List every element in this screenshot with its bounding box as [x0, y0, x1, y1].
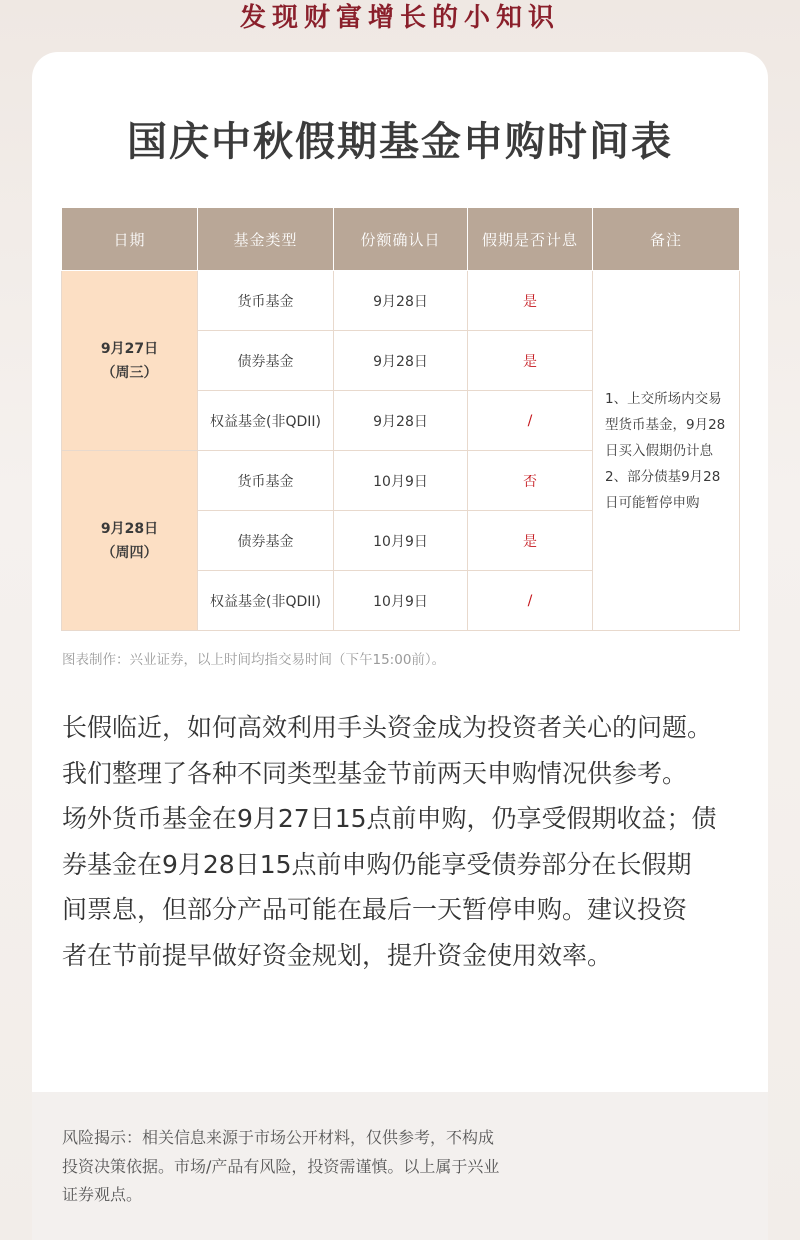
- remark-line: 日买入假期仍计息: [605, 442, 713, 459]
- paragraph-line: 场外货币基金在9月27日15点前申购，仍享受假期收益；债: [62, 804, 717, 833]
- remark-line: 1、上交所场内交易: [605, 390, 722, 407]
- table-caption: 图表制作：兴业证券，以上时间均指交易时间（下午15:00前）。: [62, 652, 446, 668]
- header-confirm-date: 份额确认日: [334, 208, 468, 271]
- table-row: [62, 271, 740, 331]
- date-label: 9月27日: [100, 340, 159, 357]
- fund-type-cell: 权益基金(非QDII): [198, 391, 334, 451]
- date-label: 9月28日: [100, 520, 159, 537]
- header-date: 日期: [62, 208, 198, 271]
- confirm-date-cell: 10月9日: [334, 571, 468, 631]
- interest-cell: 否: [468, 451, 593, 511]
- date-cell: [62, 271, 198, 451]
- paragraph-line: 间票息，但部分产品可能在最后一天暂停申购。建议投资: [62, 895, 688, 924]
- interest-cell: 是: [468, 331, 593, 391]
- header-holiday-interest: 假期是否计息: [468, 208, 593, 271]
- fund-type-cell: 债券基金: [198, 331, 334, 391]
- fund-type-cell: 债券基金: [198, 511, 334, 571]
- interest-cell: /: [468, 391, 593, 451]
- header-remarks: 备注: [593, 208, 740, 271]
- remark-line: 2、部分债基9月28: [605, 468, 721, 485]
- remarks-cell: [593, 271, 740, 631]
- risk-line: 证券观点。: [62, 1185, 143, 1204]
- confirm-date-cell: 9月28日: [334, 391, 468, 451]
- fund-schedule-table: [61, 207, 740, 631]
- remark-line: 型货币基金，9月28: [605, 416, 726, 433]
- risk-line: 风险揭示：相关信息来源于市场公开材料，仅供参考，不构成: [62, 1128, 495, 1147]
- weekday-label: （周四）: [101, 544, 158, 561]
- confirm-date-cell: 9月28日: [334, 331, 468, 391]
- fund-type-cell: 货币基金: [198, 271, 334, 331]
- banner-title: 发现财富增长的小知识: [239, 3, 560, 33]
- risk-line: 投资决策依据。市场/产品有风险，投资需谨慎。以上属于兴业: [62, 1156, 500, 1176]
- interest-cell: 是: [468, 511, 593, 571]
- paragraph-line: 长假临近，如何高效利用手头资金成为投资者关心的问题。: [62, 713, 713, 742]
- page-title: 国庆中秋假期基金申购时间表: [127, 119, 673, 165]
- risk-disclosure-text: [62, 1124, 622, 1210]
- interest-cell: /: [468, 571, 593, 631]
- paragraph-line: 券基金在9月28日15点前申购仍能享受债券部分在长假期: [62, 849, 692, 879]
- header-fund-type: 基金类型: [198, 208, 334, 271]
- fund-type-cell: 货币基金: [198, 451, 334, 511]
- paragraph-line: 我们整理了各种不同类型基金节前两天申购情况供参考。: [62, 758, 688, 788]
- confirm-date-cell: 10月9日: [334, 511, 468, 571]
- remark-line: 日可能暂停申购: [605, 494, 700, 511]
- fund-type-cell: 权益基金(非QDII): [198, 571, 334, 631]
- confirm-date-cell: 9月28日: [334, 271, 468, 331]
- confirm-date-cell: 10月9日: [334, 451, 468, 511]
- paragraph-line: 者在节前提早做好资金规划，提升资金使用效率。: [62, 940, 613, 970]
- weekday-label: （周三）: [101, 364, 158, 381]
- date-cell: [62, 451, 198, 631]
- article-paragraph: [62, 705, 742, 978]
- interest-cell: 是: [468, 271, 593, 331]
- table-header-row: [62, 208, 740, 271]
